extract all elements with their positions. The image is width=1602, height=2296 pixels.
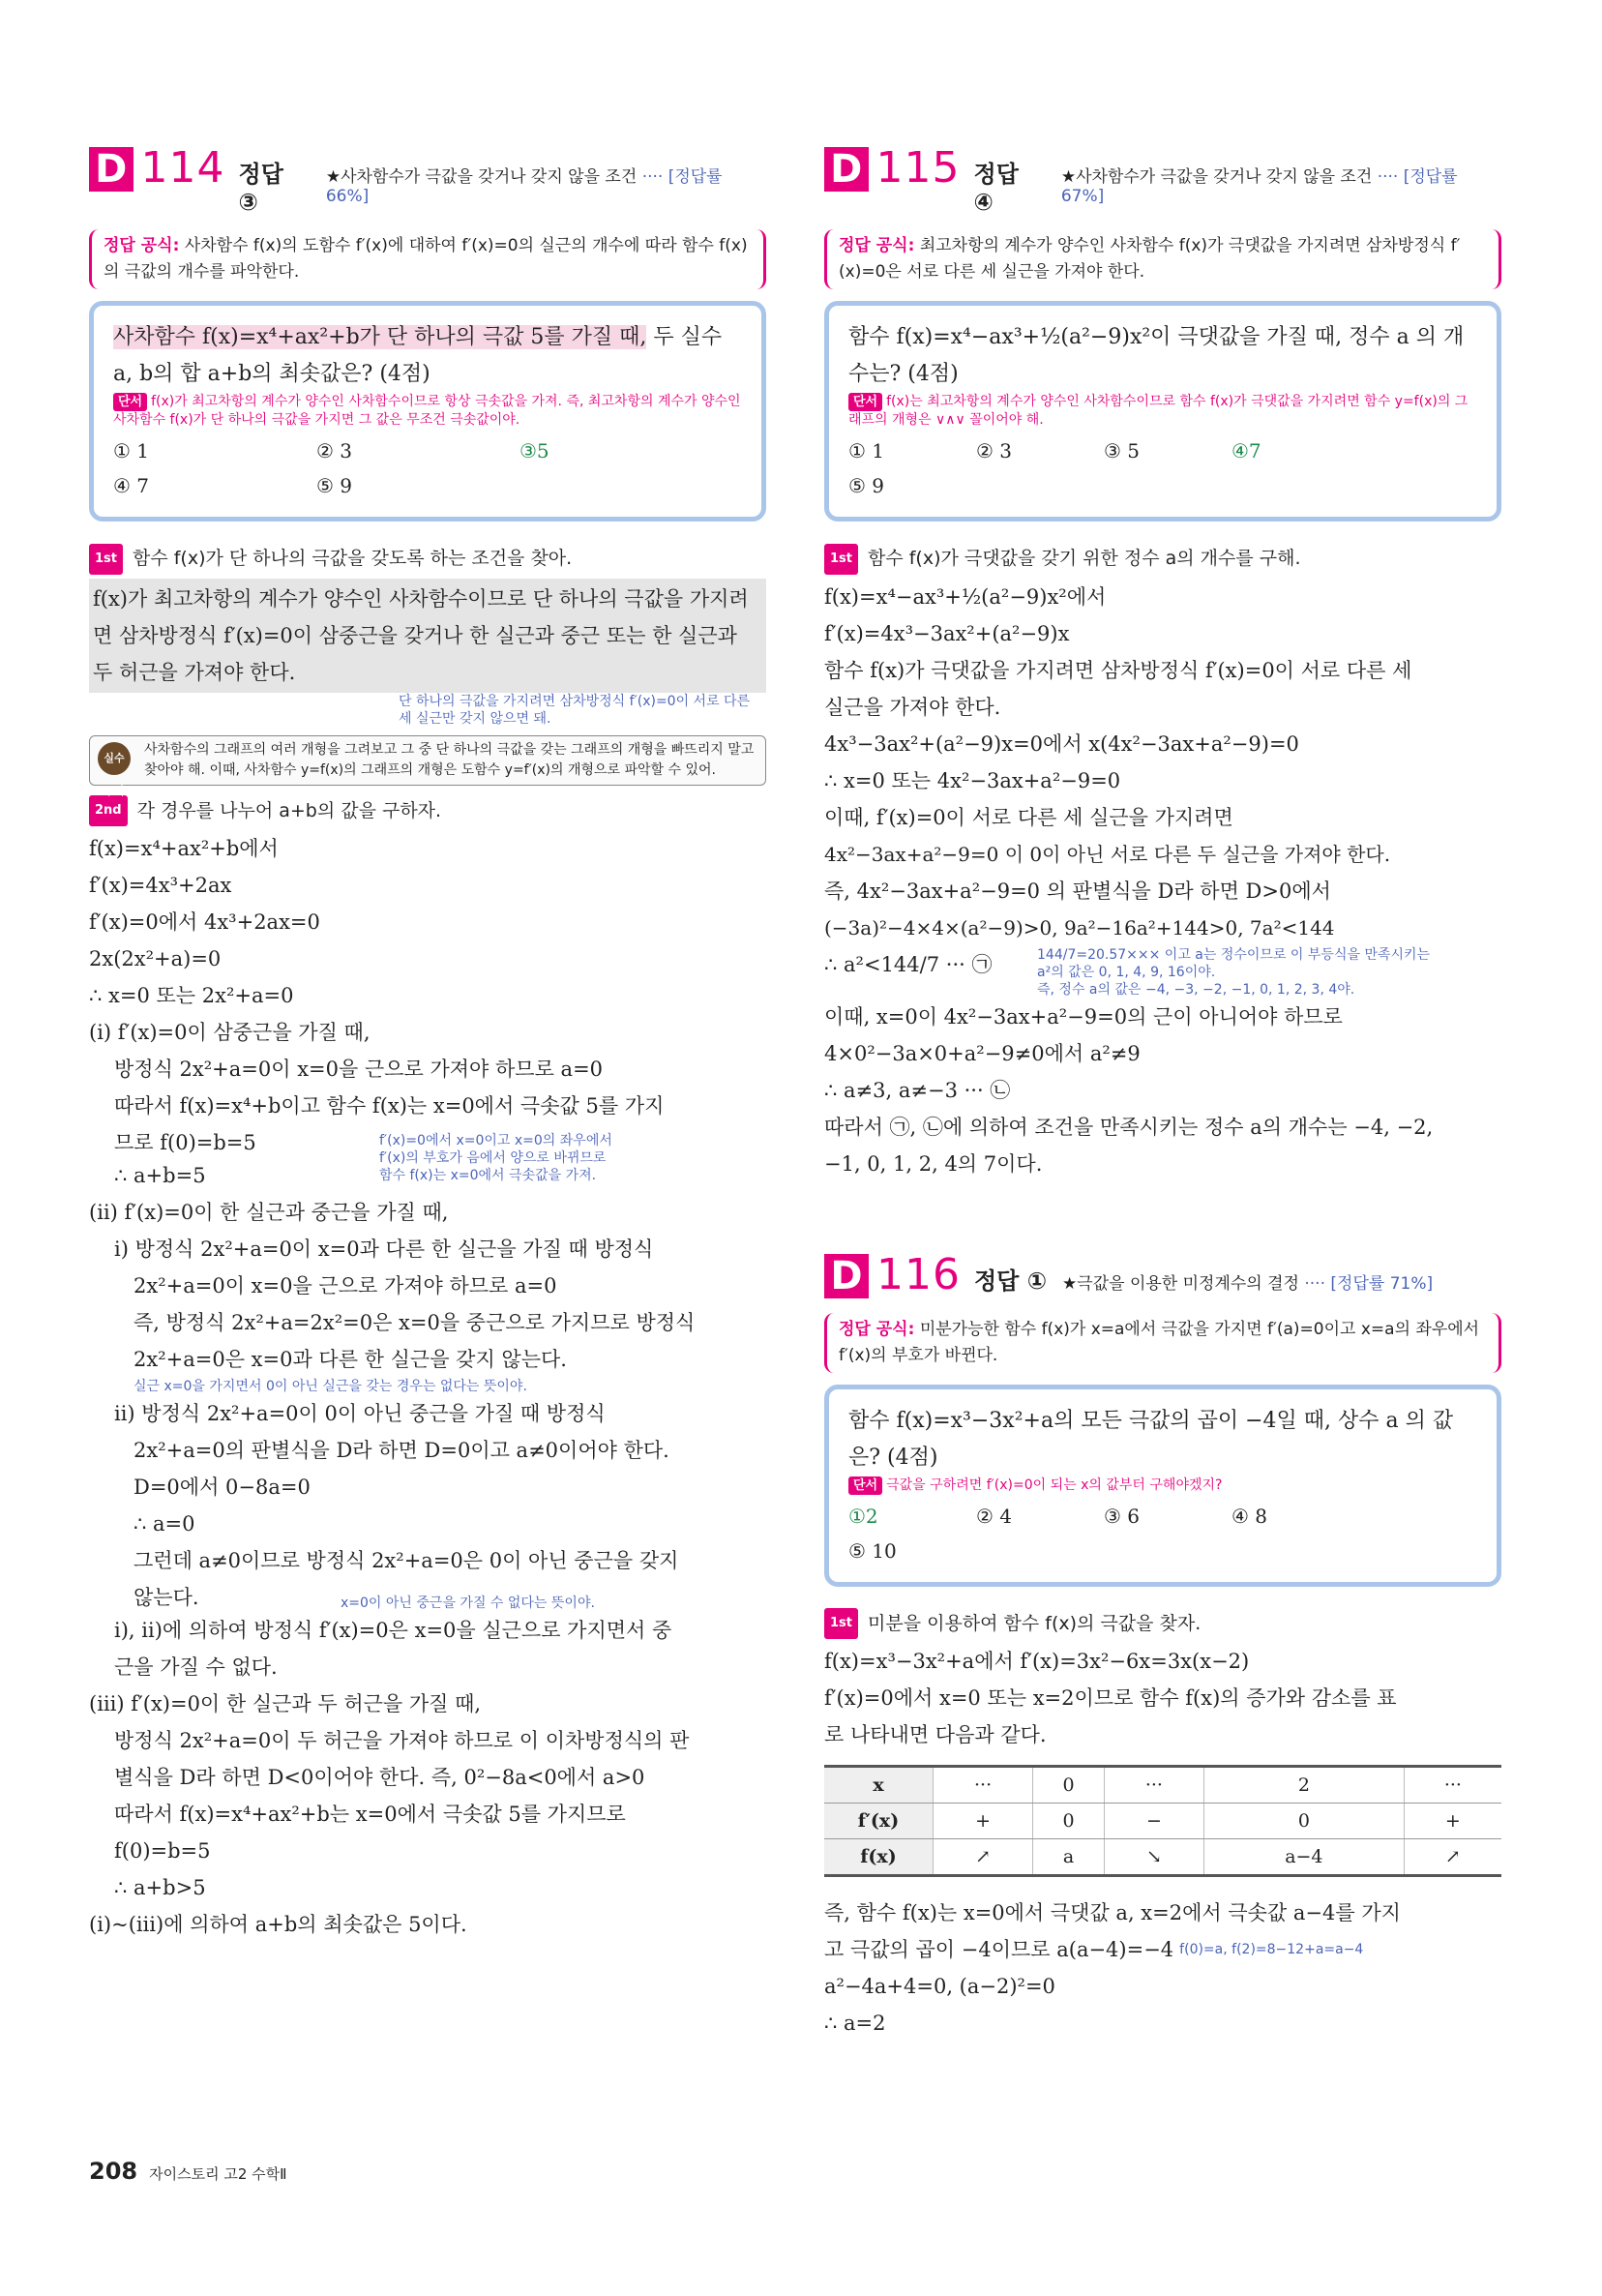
side-note: 단 하나의 극값을 가지려면 삼차방정식 f′(x)=0이 서로 다른 세 실근만 갖지 않으면 돼. (399, 693, 751, 727)
formula-text: 최고차항의 계수가 양수인 사차함수 f(x)가 극댓값을 가지려면 삼차방정식 f′(x)=0은 서로 다른 세 실근을 가져야 한다. (839, 236, 1461, 282)
choice-list (113, 433, 742, 503)
caution-tip: 실수 주의 사차함수의 그래프의 여러 개형을 그려보고 그 중 단 하나의 극값을 갖는 그래프의 개형을 빠뜨리지 말고 찾아야 해. 이때, 사차함수 y=f(x)의 그래프의 개형은 도함수 y=f′(x)의 개형으로 파악할 수 있어. (89, 735, 766, 786)
accuracy-rate: ···· [정답률 67%] (1060, 167, 1458, 206)
choice-5: ⑤ 9 (848, 474, 885, 497)
step-1-heading: 1st 함수 f(x)가 단 하나의 극값을 갖도록 하는 조건을 찾아. (89, 543, 766, 575)
side-note: x=0이 아닌 중근을 가질 수 없다는 뜻이야. (341, 1595, 595, 1611)
choice-3: ③5 (519, 439, 549, 462)
side-note: f(0)=a, f(2)=8−12+a=a−4 (1179, 1942, 1364, 1957)
difficulty-badge: D (824, 1254, 869, 1298)
problem-text: 함수 f(x)=x⁴−ax³+½(a²−9)x²이 극댓값을 가질 때, 정수 a 의 개수는? (4점) (848, 325, 1465, 386)
choice-2: ② 4 (976, 1504, 1013, 1528)
accuracy-rate: ···· [정답률 71%] (1304, 1273, 1434, 1294)
problem-number: 115 (875, 143, 961, 193)
solution-lines: f(x)=x⁴+ax²+b에서 f′(x)=4x³+2ax f′(x)=0에서 4x³+2ax=0 2x(2x²+a)=0 ∴ x=0 또는 2x²+a=0 (ⅰ) f′(x)=0이 삼중근을 가질 때, 방정식 2x²+a=0이 x=0을 근으로 가져야 하므로 a=0 따라서 f(x)=x⁴+b이고 함수 f(x)는 x=0에서 극솟값 5를 가지 므로 f(0)=b=5 f′(x)=0에서 x=0이고 x=0의 좌우에서 f′(x)의 부호가 음에서 양으로 바뀌므로 함수 f(x)는 x=0에서 극솟값을 가져. ∴ a+b=5 (ⅱ) f′(x)=0이 한 실근과 중근을 가질 때, ⅰ) 방정식 2x²+a=0이 x=0과 다른 한 실근을 가질 때 방정식 2x²+a=0이 x=0을 근으로 가져야 하므로 a=0 즉, 방정식 2x²+a=2x²=0은 x=0을 중근으로 가지므로 방정식 2x²+a=0은 x=0과 다른 한 실근을 갖지 않는다. 실근 x=0을 가지면서 0이 아닌 실근을 갖는 경우는 없다는 뜻이야. ⅱ) 방정식 2x²+a=0이 0이 아닌 중근을 가질 때 방정식 2x²+a=0의 판별식을 D라 하면 D=0이고 a≠0이어야 한다. D=0에서 0−8a=0 ∴ a=0 그런데 a≠0이므로 방정식 2x²+a=0은 0이 아닌 중근을 갖지 않는다. x=0이 아닌 중근을 가질 수 없다는 뜻이야. ⅰ), ⅱ)에 의하여 방정식 f′(x)=0은 x=0을 실근으로 가지면서 중 근을 가질 수 없다. (ⅲ) f′(x)=0이 한 실근과 두 허근을 가질 때, 방정식 2x²+a=0이 두 허근을 가져야 하므로 이 이차방정식의 판 별식을 D라 하면 D<0이어야 한다. 즉, 0²−8a<0에서 a>0 따라서 f(x)=x⁴+ax²+b는 x=0에서 극솟값 5를 가지므로 f(0)=b=5 ∴ a+b>5 (ⅰ)~(ⅲ)에 의하여 a+b의 최솟값은 5이다. (89, 830, 766, 1943)
page-footer (89, 2158, 287, 2185)
choice-4: ④7 (1231, 439, 1261, 462)
table-row: f′(x) + 0 − 0 + (824, 1804, 1501, 1839)
problem-number: 116 (876, 1249, 961, 1299)
page-number: 208 (89, 2158, 138, 2185)
problem-116: D 116 정답 ① ★극값을 이용한 미정계수의 결정 ···· [정답률 71%] 정답 공식: 미분가능한 함수 f(x)가 x=a에서 극값을 가지면 f′(a)=0이고 x=a의 좌우에서 f′(x)의 부호가 바뀐다. 함수 f(x)=x³−3x²+a의 모든 극값의 곱이 −4일 때, 상수 a 의 값은? (4점) 단서 극값을 구하려면 f′(x)=0이 되는 x의 값부터 구해야겠지? ①2 ② 4 ③ 6 ④ 8 ⑤ 10 1st 미분을 이용하여 함수 f(x)의 극값을 찾자. f(x)=x³−3x²+a에서 f′(x)=3x²−6x=3x(x−2) f′(x)=0에서 x=0 또는 x=2이므로 함수 f(x)의 증가와 감소를 표 로 나타내면 다음과 같다. x ··· 0 ··· 2 ··· f′(x) + 0 − 0 + f(x) ↗ a ↘ a−4 ↗ 즉, 함수 f(x)는 x=0에서 극댓값 a, x=2에서 극솟값 a−4를 가지 고 극값의 곱이 −4이므로 a(a−4)=−4 f(0)=a, f(2)=8−12+a=a−4 a²−4a+4=0, (a−2)²=0 ∴ a=2 (824, 1250, 1501, 2043)
choice-1: ①2 (848, 1504, 878, 1528)
problem-number: 114 (140, 143, 225, 193)
formula-box (824, 229, 1501, 289)
formula-text: 미분가능한 함수 f(x)가 x=a에서 극값을 가지면 f′(a)=0이고 x=a의 좌우에서 f′(x)의 부호가 바뀐다. (839, 1319, 1480, 1365)
difficulty-badge: D (89, 147, 134, 192)
problem-header (824, 143, 1501, 216)
formula-tag: 정답 공식: (839, 236, 915, 255)
hint-text: 단서 f(x)는 최고차항의 계수가 양수인 사차함수이므로 함수 f(x)가 극댓값을 가지려면 함수 y=f(x)의 그래프의 개형은 ∨∧∨ 꼴이어야 해. (848, 394, 1468, 428)
problem-header (89, 143, 766, 216)
choice-1: ① 1 (848, 439, 885, 462)
formula-text: 사차함수 f(x)의 도함수 f′(x)에 대하여 f′(x)=0의 실근의 개수에 따라 함수 f(x)의 극값의 개수를 파악한다. (104, 236, 748, 282)
choice-list (848, 433, 1477, 503)
step-1-heading: 1st 함수 f(x)가 극댓값을 갖기 위한 정수 a의 개수를 구해. (824, 543, 1501, 575)
problem-box (824, 301, 1501, 522)
hint-text: 단서 극값을 구하려면 f′(x)=0이 되는 x의 값부터 구해야겠지? (848, 1476, 1477, 1495)
step-2-heading: 2nd 각 경우를 나누어 a+b의 값을 구하자. (89, 795, 766, 827)
choice-3: ③ 5 (1104, 439, 1141, 462)
problem-box (89, 301, 766, 522)
answer-label: 정답 ③ (238, 161, 283, 216)
choice-5: ⑤ 10 (848, 1538, 897, 1563)
choice-3: ③ 6 (1104, 1504, 1141, 1528)
formula-tag: 정답 공식: (104, 236, 180, 255)
choice-2: ② 3 (316, 439, 353, 462)
product-line: 고 극값의 곱이 −4이므로 a(a−4)=−4 f(0)=a, f(2)=8−12+a=a−4 (824, 1938, 1364, 1961)
formula-box (89, 229, 766, 289)
choice-list (848, 1499, 1477, 1568)
difficulty-badge: D (824, 147, 869, 192)
formula-tag: 정답 공식: (839, 1319, 915, 1339)
topic-label: ★극값을 이용한 미정계수의 결정 ···· [정답률 71%] (1062, 1273, 1434, 1294)
solution-key-text: f(x)가 최고차항의 계수가 양수인 사차함수이므로 단 하나의 극값을 가지려면 삼차방정식 f′(x)=0이 삼중근을 갖거나 한 실근과 중근 또는 한 실근과 두 허근을 가져야 한다. (89, 579, 766, 693)
solution-lines: f(x)=x⁴−ax³+½(a²−9)x²에서 f′(x)=4x³−3ax²+(a²−9)x 함수 f(x)가 극댓값을 가지려면 삼차방정식 f′(x)=0이 서로 다른 세 실근을 가져야 한다. 4x³−3ax²+(a²−9)x=0에서 x(4x²−3ax+a²−9)=0 ∴ x=0 또는 4x²−3ax+a²−9=0 이때, f′(x)=0이 서로 다른 세 실근을 가지려면 4x²−3ax+a²−9=0 이 0이 아닌 서로 다른 두 실근을 가져야 한다. 즉, 4x²−3ax+a²−9=0 의 판별식을 D라 하면 D>0에서 (−3a)²−4×4×(a²−9)>0, 9a²−16a²+144>0, 7a²<144 ∴ a²<144/7 ··· ㉠ 144/7=20.57××× 이고 a는 정수이므로 이 부등식을 만족시키는 a²의 값은 0, 1, 4, 9, 16이야. 즉, 정수 a의 값은 −4, −3, −2, −1, 0, 1, 2, 3, 4야. 이때, x=0이 4x²−3ax+a²−9=0의 근이 아니어야 하므로 4×0²−3a×0+a²−9≠0에서 a²≠9 ∴ a≠3, a≠−3 ··· ㉡ 따라서 ㉠, ㉡에 의하여 조건을 만족시키는 정수 a의 개수는 −4, −2, −1, 0, 1, 2, 4의 7이다. (824, 579, 1501, 1182)
book-title: 자이스토리 고2 수학Ⅱ (149, 2165, 287, 2183)
answer-label: 정답 ④ (973, 161, 1019, 216)
choice-5: ⑤ 9 (316, 474, 353, 497)
problem-box (824, 1385, 1501, 1587)
hint-text: 단서 f(x)가 최고차항의 계수가 양수인 사차함수이므로 항상 극솟값을 가져. 즉, 최고차항의 계수가 양수인 사차함수 f(x)가 단 하나의 극값을 가지면 그 값은 무조건 극솟값이야. (113, 394, 741, 428)
increase-decrease-table (824, 1765, 1501, 1877)
table-row: f(x) ↗ a ↘ a−4 ↗ (824, 1839, 1501, 1876)
inequality-with-note: ∴ a²<144/7 ··· ㉠ 144/7=20.57××× 이고 a는 정수이므로 이 부등식을 만족시키는 a²의 값은 0, 1, 4, 9, 16이야. 즉, 정수 a의 값은 −4, −3, −2, −1, 0, 1, 2, 3, 4야. (824, 946, 1431, 998)
problem-114 (89, 143, 766, 1943)
accuracy-rate: ···· [정답률 66%] (325, 167, 723, 206)
problem-text: 사차함수 f(x)=x⁴+ax²+b가 단 하나의 극값 5를 가질 때, 두 실수 a, b의 합 a+b의 최솟값은? (4점) (113, 325, 723, 386)
topic-label: ★사차함수가 극값을 갖거나 갖지 않을 조건 ···· [정답률 67%] (1060, 167, 1458, 206)
choice-4: ④ 8 (1231, 1504, 1268, 1528)
choice-1: ① 1 (113, 439, 150, 462)
problem-text: 함수 f(x)=x³−3x²+a의 모든 극값의 곱이 −4일 때, 상수 a 의 값은? (4점) (848, 1408, 1454, 1470)
problem-header (824, 1250, 1501, 1299)
answer-label: 정답 ① (973, 1267, 1048, 1295)
side-note: 실근 x=0을 가지면서 0이 아닌 실근을 갖는 경우는 없다는 뜻이야. (134, 1379, 527, 1394)
formula-box (824, 1313, 1501, 1373)
step-1-heading: 1st 미분을 이용하여 함수 f(x)의 극값을 찾자. (824, 1608, 1501, 1640)
caution-icon: 실수 주의 (98, 742, 131, 775)
side-note: 144/7=20.57××× 이고 a는 정수이므로 이 부등식을 만족시키는 a²의 값은 0, 1, 4, 9, 16이야. 즉, 정수 a의 값은 −4, −3, −2, −1, 0, 1, 2, 3, 4야. (1037, 946, 1431, 998)
table-row: x ··· 0 ··· 2 ··· (824, 1767, 1501, 1804)
problem-115 (824, 143, 1501, 2042)
side-note: f′(x)=0에서 x=0이고 x=0의 좌우에서 f′(x)의 부호가 음에서 양으로 바뀌므로 함수 f(x)는 x=0에서 극솟값을 가져. (379, 1133, 612, 1183)
choice-4: ④ 7 (113, 474, 150, 497)
choice-2: ② 3 (976, 439, 1013, 462)
topic-label: ★사차함수가 극값을 갖거나 갖지 않을 조건 ···· [정답률 66%] (325, 167, 723, 206)
